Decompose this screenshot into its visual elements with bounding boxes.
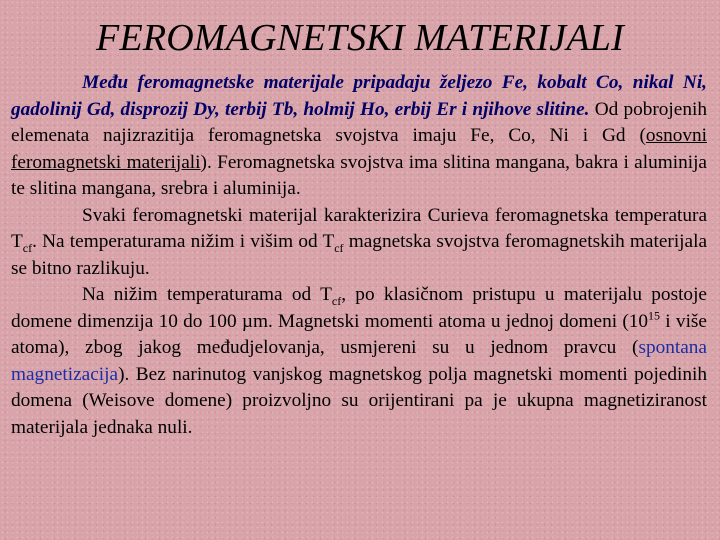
p2-text-2: . Na temperaturama nižim i višim od T — [32, 231, 335, 252]
p3-text-2: , po klasičnom pristupu u materijalu postoje domene dimenzija 10 do 100 µm. Magnetski momenti atoma u jednoj domeni (10 — [11, 284, 707, 332]
p2-text-3: magnetska svojstva feromagnetskih materijala se bitno razlikuju. — [11, 231, 708, 279]
p3-text-4: ). Bez narinutog vanjskog magnetskog polja magnetski momenti pojedinih domena (Weisove domene) proizvoljno su orijentirani pa je ukupna magnetiziranost materijala jednaka nuli. — [11, 363, 707, 438]
paragraph-1 — [11, 70, 707, 203]
p3-text-3: i više atoma), zbog jakog međudjelovanja, usmjereni su u jednom pravcu ( — [11, 310, 707, 358]
p3-superscript-1: 15 — [648, 308, 661, 323]
highlighted-term: spontana magnetizacija — [11, 337, 707, 385]
p2-subscript-2: cf — [334, 240, 344, 255]
intro-bold-text: Među feromagnetske materijale pripadaju željezo Fe, kobalt Co, nikal Ni, gadolinij Gd, disprozij Dy, terbij Tb, holmij Ho, erbij Er i njihove slitine. — [11, 72, 707, 120]
p3-subscript-1: cf — [331, 293, 342, 308]
slide-title: FEROMAGNETSKI MATERIJALI — [96, 17, 624, 59]
slide-body — [11, 70, 707, 441]
underlined-term: osnovni feromagnetski materijali — [11, 125, 707, 173]
p1-text-2: ). Feromagnetska svojstva ima slitina mangana, bakra i aluminija te slitina mangana, srebra i aluminija. — [11, 151, 707, 199]
p2-subscript-1: cf — [22, 240, 33, 255]
paragraph-3 — [11, 282, 707, 441]
p3-text-1: Na nižim temperaturama od T — [82, 284, 332, 305]
p2-text-1: Svaki feromagnetski materijal karakterizira Curieva feromagnetska temperatura T — [11, 204, 707, 252]
p1-text-1: Od pobrojenih elemenata najizrazitija feromagnetska svojstva imaju Fe, Co, Ni i Gd ( — [11, 98, 707, 146]
paragraph-2 — [11, 203, 707, 283]
